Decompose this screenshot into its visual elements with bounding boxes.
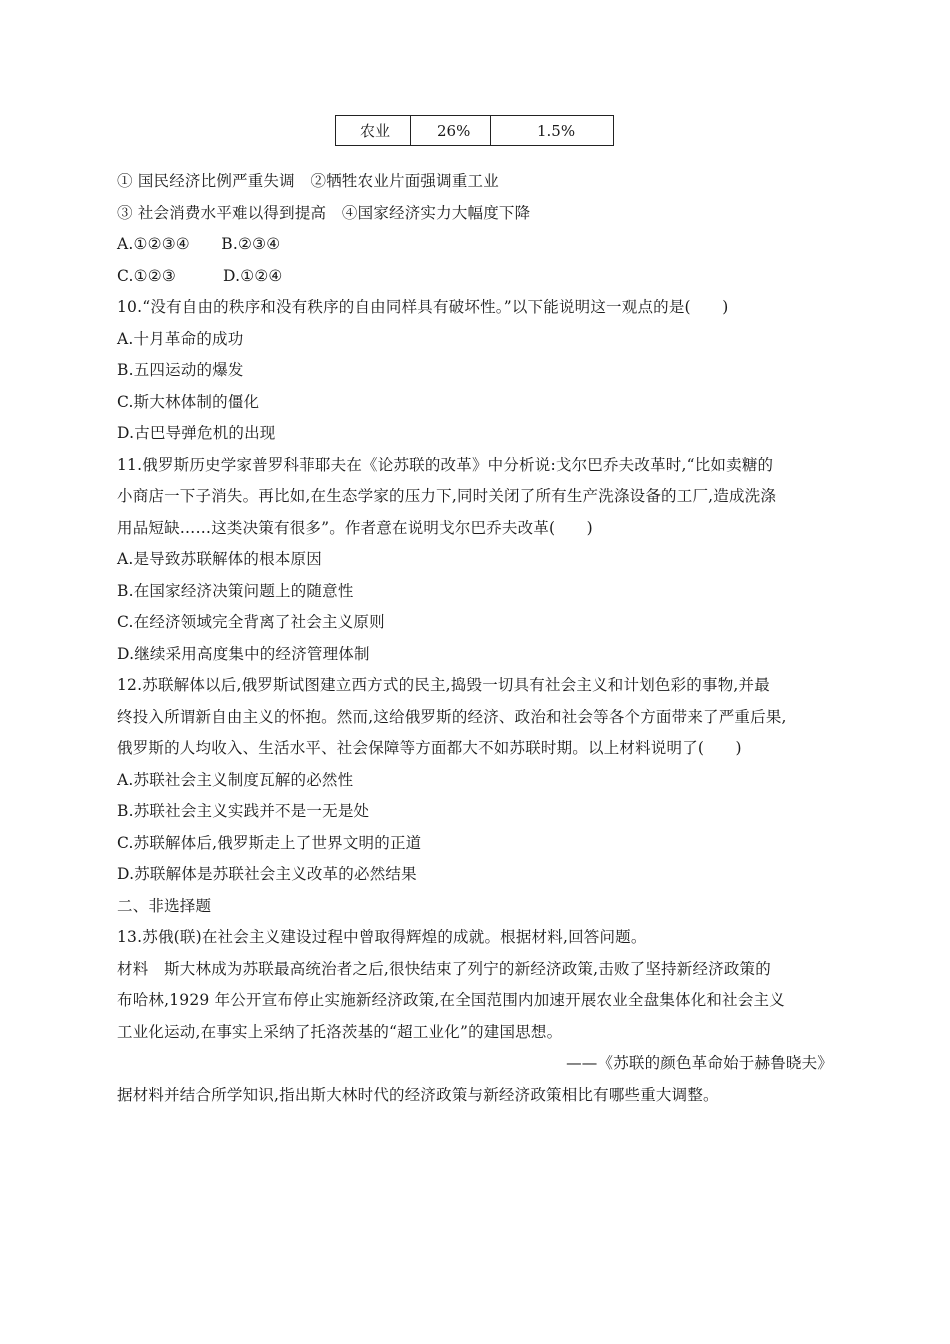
option-line: A.①②③④ B.②③④ bbox=[117, 235, 281, 253]
table-cell-sector: 农业 bbox=[336, 116, 411, 146]
q10-option-c: C.斯大林体制的僵化 bbox=[117, 392, 260, 411]
statement-line: ① 国民经济比例严重失调 ②牺牲农业片面强调重工业 bbox=[117, 172, 499, 190]
table-cell-value-1: 26% bbox=[411, 116, 491, 146]
q12-option-c: C.苏联解体后,俄罗斯走上了世界文明的正道 bbox=[117, 833, 422, 852]
q12-option-a: A.苏联社会主义制度瓦解的必然性 bbox=[117, 770, 354, 789]
q12-option-b: B.苏联社会主义实践并不是一无是处 bbox=[117, 802, 370, 820]
q10-option-a: A.十月革命的成功 bbox=[117, 329, 244, 348]
table-row bbox=[336, 116, 614, 146]
q11-option-b: B.在国家经济决策问题上的随意性 bbox=[117, 581, 354, 600]
material-text: 工业化运动,在事实上采纳了托洛茨基的“超工业化”的建国思想。 bbox=[117, 1022, 563, 1041]
question-11-stem: 11.俄罗斯历史学家普罗科菲耶夫在《论苏联的改革》中分析说:戈尔巴乔夫改革时,“比如卖糖的 bbox=[117, 455, 774, 474]
question-12-stem: 12.苏联解体以后,俄罗斯试图建立西方式的民主,捣毁一切具有社会主义和计划色彩的事物,并最 bbox=[117, 676, 770, 694]
material-text: 布哈林,1929 年公开宣布停止实施新经济政策,在全国范围内加速开展农业全盘集体化和社会主义 bbox=[117, 991, 785, 1009]
q11-option-d: D.继续采用高度集中的经济管理体制 bbox=[117, 644, 370, 663]
material-text: 材料 斯大林成为苏联最高统治者之后,很快结束了列宁的新经济政策,击败了坚持新经济政策的 bbox=[117, 959, 771, 978]
data-table bbox=[335, 115, 614, 146]
q11-option-a: A.是导致苏联解体的根本原因 bbox=[117, 550, 322, 568]
q10-option-d: D.古巴导弹危机的出现 bbox=[117, 424, 276, 442]
question-10-stem: 10.“没有自由的秩序和没有秩序的自由同样具有破坏性。”以下能说明这一观点的是( ) bbox=[117, 298, 729, 316]
question-11-stem: 用品短缺……这类决策有很多”。作者意在说明戈尔巴乔夫改革( ) bbox=[117, 518, 593, 537]
table-cell-value-2: 1.5% bbox=[491, 116, 614, 146]
q11-option-c: C.在经济领域完全背离了社会主义原则 bbox=[117, 613, 385, 631]
statement-line: ③ 社会消费水平难以得到提高 ④国家经济实力大幅度下降 bbox=[117, 203, 531, 222]
question-11-stem: 小商店一下子消失。再比如,在生态学家的压力下,同时关闭了所有生产洗涤设备的工厂,造成洗涤 bbox=[117, 487, 777, 505]
question-13-prompt: 据材料并结合所学知识,指出斯大林时代的经济政策与新经济政策相比有哪些重大调整。 bbox=[117, 1085, 719, 1104]
section-heading: 二、非选择题 bbox=[117, 896, 212, 915]
option-line: C.①②③ D.①②④ bbox=[117, 266, 283, 285]
material-source: ——《苏联的颜色革命始于赫鲁晓夫》 bbox=[566, 1054, 833, 1072]
question-text bbox=[117, 166, 833, 1111]
question-13-stem: 13.苏俄(联)在社会主义建设过程中曾取得辉煌的成就。根据材料,回答问题。 bbox=[117, 928, 647, 946]
question-12-stem: 俄罗斯的人均收入、生活水平、社会保障等方面都大不如苏联时期。以上材料说明了( ) bbox=[117, 739, 742, 757]
question-12-stem: 终投入所谓新自由主义的怀抱。然而,这给俄罗斯的经济、政治和社会等各个方面带来了严重后果, bbox=[117, 707, 787, 726]
q10-option-b: B.五四运动的爆发 bbox=[117, 361, 244, 379]
q12-option-d: D.苏联解体是苏联社会主义改革的必然结果 bbox=[117, 865, 417, 883]
